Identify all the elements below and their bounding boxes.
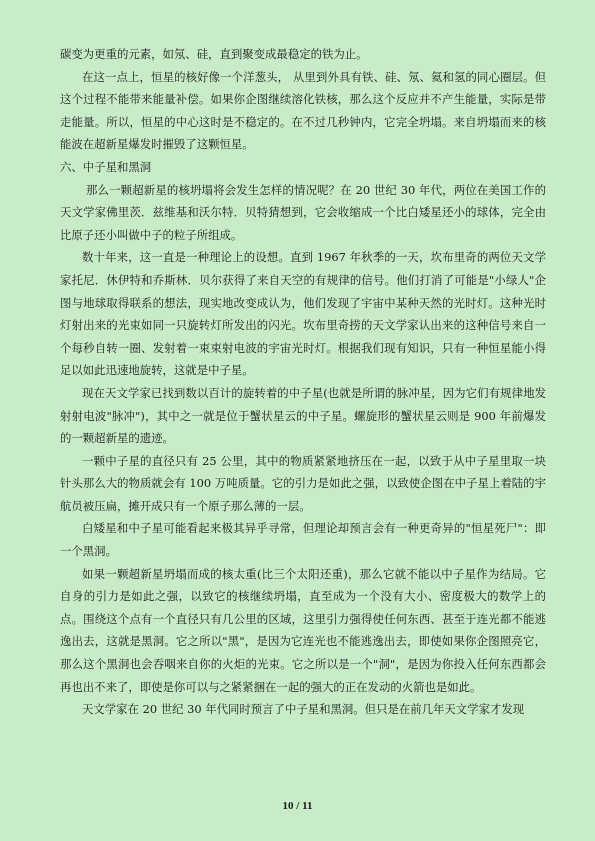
paragraph-2: 在这一点上，恒星的核好像一个洋葱头， 从里到外具有铁、硅、氖、氦和氢的同心圈层。但这个过程不能带来能量补偿。如果你企图继续溶化铁核，那么这个反应并不产生能量，实际是带走能量。所以，恒星的中心这时是不稳定的。在不过几秒钟内，它完全坍塌。来自坍塌而来的核能波在超新星爆发时摧毁了这颗恒星。 <box>60 69 546 152</box>
paragraph-4: 数十年来，这一直是一种理论上的设想。直到 1967 年秋季的一天，坎布里奇的两位天文学家托尼．休伊特和乔斯林．贝尔获得了来自天空的有规律的信号。他们打消了可能是"小绿人"企图与地球取得联系的想法，现实地改变成认为，他们发现了宇宙中某种天然的光时灯。这种光时灯射出来的光束如同一只旋转灯所发出的闪光。坎布里奇捞的天文学家认出来的这种信号来自一个每秒自转一圈、发射着一束束射电波的宇宙光时灯。根据我们现有知识，只有一种恒星能小得足以如此迅速地旋转，这就是中子星。 <box>60 250 546 378</box>
paragraph-6: 一颗中子星的直径只有 25 公里，其中的物质紧紧地挤压在一起，以致于从中子星里取一块针头那么大的物质就会有 100 万吨质量。它的引力是如此之强，以致使企图在中子星上着陆的宇航员被压扁，摊开成只有一个原子那么薄的一层。 <box>60 453 546 513</box>
document-body <box>60 43 546 721</box>
paragraph-7: 白矮星和中子星可能看起来极其异乎寻常，但理论却预言会有一种更奇异的"恒星死尸"：即一个黑洞。 <box>60 521 546 559</box>
page-number: 10 / 11 <box>282 800 313 812</box>
paragraph-3: 那么一颗超新星的核坍塌将会发生怎样的情况呢？在 20 世纪 30 年代，两位在美国工作的天文学家佛里茨．兹维基和沃尔特．贝特猜想到，它会收缩成一个比白矮星还小的球体，完全由比原子还小叫做中子的粒子所组成。 <box>60 182 546 242</box>
paragraph-9: 天文学家在 20 世纪 30 年代同时预言了中子星和黑洞。但只是在前几年天文学家才发现 <box>82 702 525 717</box>
paragraph-1: 碳变为更重的元素，如氖、硅，直到聚变成最稳定的铁为止。 <box>60 47 368 61</box>
paragraph-8: 如果一颗超新星坍塌而成的核太重(比三个太阳还重)，那么它就不能以中子星作为结局。它自身的引力是如此之强，以致它的核继续坍塌，直至成为一个没有大小、密度极大的数学上的点。围绕这个点有一个直径只有几公里的区域，这里引力强得使任何东西、甚至于连光都不能逃逸出去，这就是黑洞。它之所以"黑"，是因为它连光也不能逃逸出去，即使如果你企图照亮它，那么这个黑洞也会吞咽来自你的火炬的光束。它之所以是一个"洞"，是因为你投入任何东西都会再也出不来了，即使是你可以与之紧紧捆在一起的强大的正在发动的火箭也是如此。 <box>60 566 546 694</box>
section-heading: 六、中子星和黑洞 <box>60 159 152 174</box>
paragraph-5: 现在天文学家已找到数以百计的旋转着的中子星(也就是所谓的脉冲星，因为它们有规律地发射射电波"脉冲")，其中之一就是位于蟹状星云的中子星。螺旋形的蟹状星云则是 900 年前爆发的一颗超新星的遗迹。 <box>60 385 546 446</box>
